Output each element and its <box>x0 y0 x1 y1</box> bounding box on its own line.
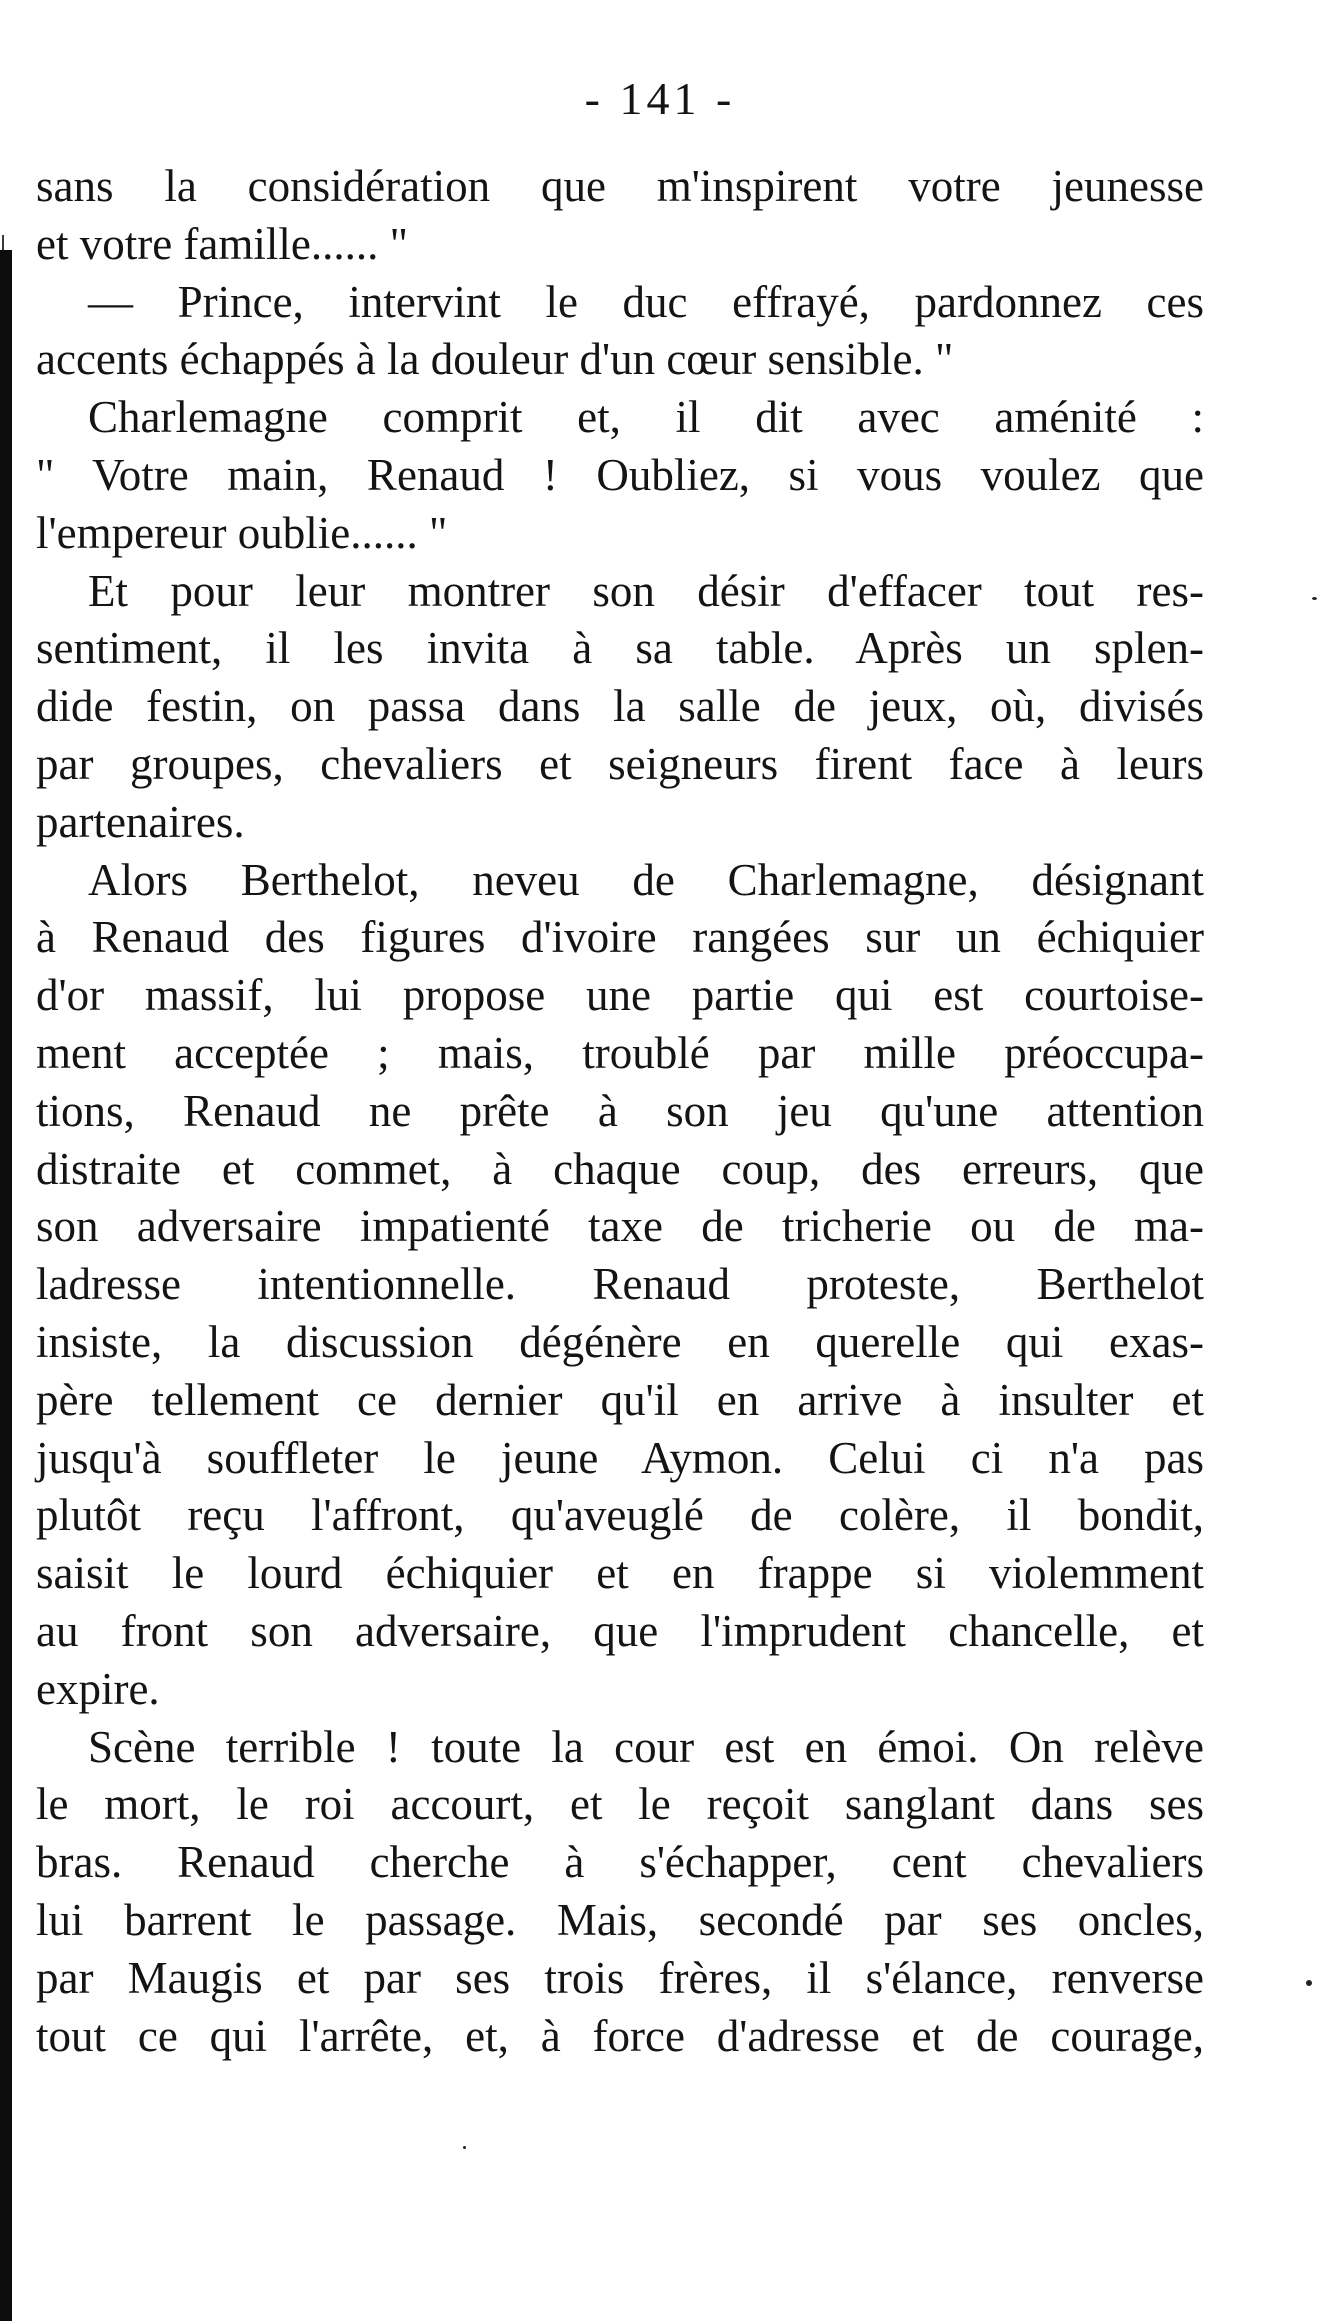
text-line: père tellement ce dernier qu'il en arrive à insulter et <box>36 1374 1204 1425</box>
text-line: tions, Renaud ne prête à son jeu qu'une attention <box>36 1085 1204 1136</box>
text-line: Charlemagne comprit et, il dit avec aménité : <box>88 392 1204 443</box>
text-line: ladresse intentionnelle. Renaud proteste, Berthelot <box>36 1259 1204 1310</box>
text-line: Scène terrible ! toute la cour est en émoi. On relève <box>88 1721 1204 1772</box>
print-speck <box>463 2146 466 2149</box>
text-line: distraite et commet, à chaque coup, des erreurs, que <box>36 1143 1204 1194</box>
text-line: sans la considération que m'inspirent votre jeunesse <box>36 161 1204 211</box>
page-number: - 141 - <box>584 73 736 124</box>
text-line: expire. <box>36 1663 160 1714</box>
text-line: partenaires. <box>36 796 245 847</box>
text-line: accents échappés à la douleur d'un cœur sensible. " <box>36 334 954 385</box>
print-speck <box>1312 597 1317 600</box>
text-line: et votre famille...... " <box>36 218 408 269</box>
text-line: insiste, la discussion dégénère en querelle qui exas- <box>36 1316 1204 1367</box>
text-line: à Renaud des figures d'ivoire rangées sur un échiquier <box>36 912 1204 963</box>
text-line: sentiment, il les invita à sa table. Après un splen- <box>36 623 1204 674</box>
binding-edge-shadow <box>0 250 12 2321</box>
text-line: jusqu'à souffleter le jeune Aymon. Celui ci n'a pas <box>36 1432 1204 1483</box>
text-line: par groupes, chevaliers et seigneurs firent face à leurs <box>36 738 1204 789</box>
text-line: " Votre main, Renaud ! Oubliez, si vous voulez que <box>36 449 1204 500</box>
print-speck <box>1306 1980 1312 1986</box>
text-line: son adversaire impatienté taxe de tricherie ou de ma- <box>36 1201 1204 1252</box>
text-line: tout ce qui l'arrête, et, à force d'adresse et de courage, <box>36 2010 1204 2061</box>
text-line: — Prince, intervint le duc effrayé, pardonnez ces <box>88 276 1204 327</box>
text-line: par Maugis et par ses trois frères, il s'élance, renverse <box>36 1952 1204 2003</box>
text-line: l'empereur oublie...... " <box>36 507 448 558</box>
text-line: Et pour leur montrer son désir d'effacer tout res- <box>88 565 1204 616</box>
text-line: bras. Renaud cherche à s'échapper, cent chevaliers <box>36 1837 1204 1888</box>
text-line: saisit le lourd échiquier et en frappe si violemment <box>36 1548 1204 1599</box>
text-line: au front son adversaire, que l'imprudent chancelle, et <box>36 1605 1204 1656</box>
text-line: le mort, le roi accourt, et le reçoit sanglant dans ses <box>36 1779 1204 1830</box>
text-line: d'or massif, lui propose une partie qui est courtoise- <box>36 970 1204 1021</box>
text-line: Alors Berthelot, neveu de Charlemagne, désignant <box>88 854 1204 905</box>
text-line: ment acceptée ; mais, troublé par mille préoccupa- <box>36 1027 1204 1078</box>
text-line: plutôt reçu l'affront, qu'aveuglé de colère, il bondit, <box>36 1490 1204 1541</box>
text-line: lui barrent le passage. Mais, secondé par ses oncles, <box>36 1894 1204 1945</box>
body-text <box>36 158 1204 2065</box>
text-line: dide festin, on passa dans la salle de jeux, où, divisés <box>36 681 1204 732</box>
